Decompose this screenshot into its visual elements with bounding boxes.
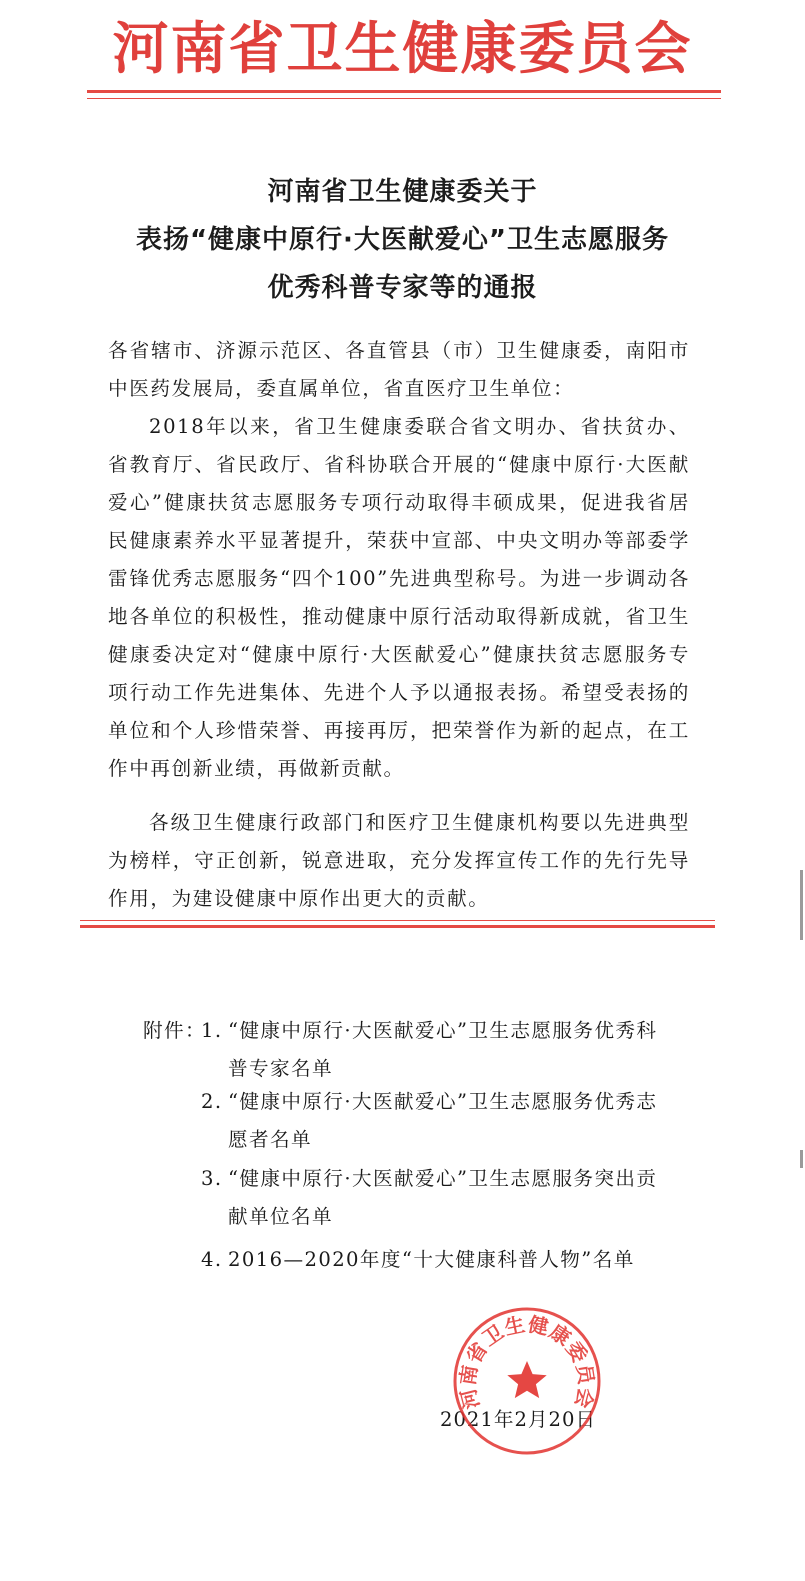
body-paragraph-1: 2018年以来，省卫生健康委联合省文明办、省扶贫办、省教育厅、省民政厅、省科协联合开展的“健康中原行·大医献爱心”健康扶贫志愿服务专项行动取得丰硕成果，促进我省居民健康素养水平显著提升，荣获中宣部、中央文明办等部委学雷锋优秀志愿服务“四个100”先进典型称号。为进一步调动各地各单位的积极性，推动健康中原行活动取得新成就，省卫生健康委决定对“健康中原行·大医献爱心”健康扶贫志愿服务专项行动工作先进集体、先进个人予以通报表扬。希望受表扬的单位和个人珍惜荣誉、再接再厉，把荣誉作为新的起点，在工作中再创新业绩，再做新贡献。 xyxy=(108,415,690,780)
attachment-item-3 xyxy=(201,1160,693,1236)
document-title-line-1: 河南省卫生健康委关于 xyxy=(267,177,538,207)
attachment-title: 2016—2020年度“十大健康科普人物”名单 xyxy=(228,1248,635,1271)
attachments-label: 附件： xyxy=(143,1019,206,1042)
attachment-item-2 xyxy=(201,1083,693,1159)
attachment-item-4 xyxy=(201,1241,693,1279)
recipients-paragraph: 各省辖市、济源示范区、各直管县（市）卫生健康委，南阳市中医药发展局，委直属单位，省直医疗卫生单位： xyxy=(108,339,690,400)
attachment-number: 2. xyxy=(201,1090,223,1113)
official-seal-stamp xyxy=(451,1305,603,1457)
body-paragraph-2: 各级卫生健康行政部门和医疗卫生健康机构要以先进典型为榜样，守正创新，锐意进取，充分发挥宣传工作的先行先导作用，为建设健康中原作出更大的贡献。 xyxy=(108,811,690,910)
document-title-line-3: 优秀科普专家等的通报 xyxy=(267,273,538,303)
attachment-title-continued: 普专家名单 xyxy=(228,1057,333,1080)
seal-star-icon xyxy=(507,1361,546,1398)
scan-edge-mark xyxy=(800,870,803,940)
letterhead-org-name: 河南省卫生健康委员会 xyxy=(112,16,693,82)
attachment-title-continued: 愿者名单 xyxy=(228,1128,312,1151)
letterhead-rule-thin xyxy=(87,98,721,99)
scan-edge-mark xyxy=(800,1150,803,1168)
svg-text:河南省卫生健康委员会: 河南省卫生健康委员会 xyxy=(455,1311,599,1412)
section-rule-thin xyxy=(80,920,715,921)
document-title-line-2: 表扬“健康中原行·大医献爱心”卫生志愿服务 xyxy=(135,225,670,255)
attachment-title: “健康中原行·大医献爱心”卫生志愿服务优秀志 xyxy=(228,1090,658,1113)
letterhead-rule-thick xyxy=(87,90,721,93)
attachment-title-continued: 献单位名单 xyxy=(228,1205,333,1228)
section-rule-thick xyxy=(80,925,715,928)
attachment-title: “健康中原行·大医献爱心”卫生志愿服务优秀科 xyxy=(228,1019,658,1042)
attachment-number: 4. xyxy=(201,1248,223,1271)
attachment-title: “健康中原行·大医献爱心”卫生志愿服务突出贡 xyxy=(228,1167,658,1190)
attachment-number: 3. xyxy=(201,1167,223,1190)
attachment-item-1 xyxy=(201,1012,693,1088)
attachment-number: 1. xyxy=(201,1019,223,1042)
issue-date: 2021年2月20日 xyxy=(440,1408,597,1431)
